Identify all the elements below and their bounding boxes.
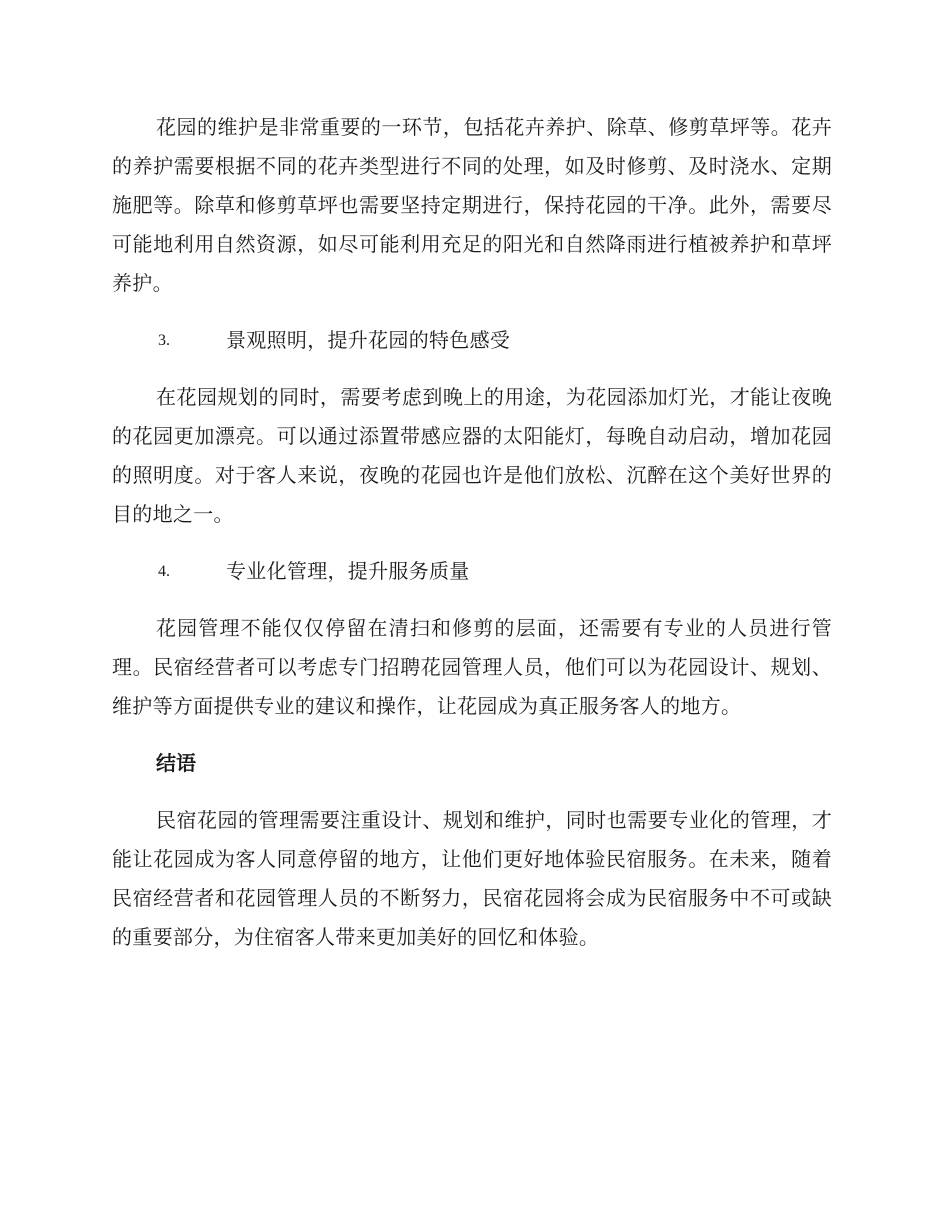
document-body <box>112 108 832 975</box>
section-number: 3. <box>158 332 170 349</box>
section-heading-4 <box>112 552 832 591</box>
conclusion-heading: 结语 <box>156 751 196 775</box>
section-heading-text: 专业化管理，提升服务质量 <box>226 559 470 583</box>
section-number: 4. <box>158 563 170 580</box>
paragraph-garden-maintenance: 花园的维护是非常重要的一环节，包括花卉养护、除草、修剪草坪等。花卉的养护需要根据不同的花卉类型进行不同的处理，如及时修剪、及时浇水、定期施肥等。除草和修剪草坪也需要坚持定期进行，保持花园的干净。此外，需要尽可能地利用自然资源，如尽可能利用充足的阳光和自然降雨进行植被养护和草坪养护。 <box>112 115 832 295</box>
paragraph-professional-management: 花园管理不能仅仅停留在清扫和修剪的层面，还需要有专业的人员进行管理。民宿经营者可以考虑专门招聘花园管理人员，他们可以为花园设计、规划、维护等方面提供专业的建议和操作，让花园成为真正服务客人的地方。 <box>112 616 832 718</box>
paragraph-conclusion: 民宿花园的管理需要注重设计、规划和维护，同时也需要专业化的管理，才能让花园成为客人同意停留的地方，让他们更好地体验民宿服务。在未来，随着民宿经营者和花园管理人员的不断努力，民宿花园将会成为民宿服务中不可或缺的重要部分，为住宿客人带来更加美好的回忆和体验。 <box>112 808 832 949</box>
section-heading-3 <box>112 321 832 360</box>
paragraph-landscape-lighting: 在花园规划的同时，需要考虑到晚上的用途，为花园添加灯光，才能让夜晚的花园更加漂亮。可以通过添置带感应器的太阳能灯，每晚自动启动，增加花园的照明度。对于客人来说，夜晚的花园也许是他们放松、沉醉在这个美好世界的目的地之一。 <box>112 385 832 526</box>
section-heading-text: 景观照明，提升花园的特色感受 <box>226 328 511 352</box>
